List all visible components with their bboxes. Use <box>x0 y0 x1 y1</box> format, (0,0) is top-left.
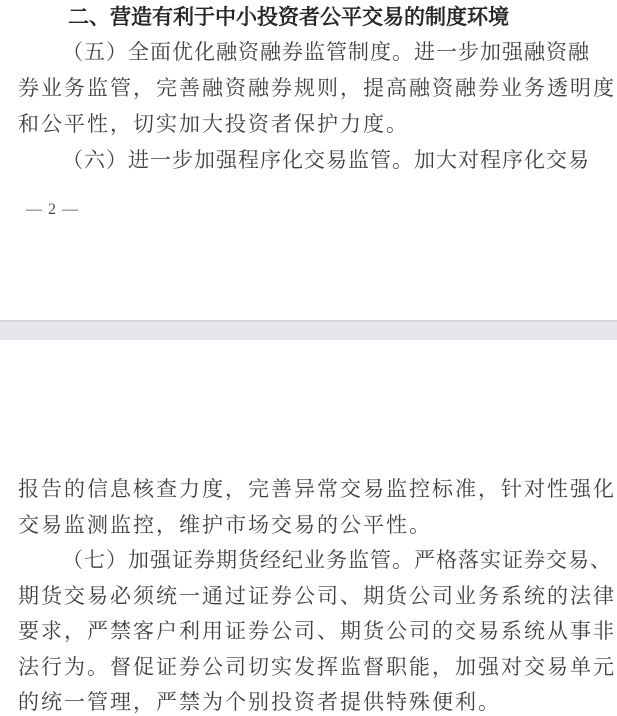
text-line: （六）进一步加强程序化交易监管。加大对程序化交易 <box>62 148 590 172</box>
text-line: 报告的信息核查力度，完善异常交易监控标准，针对性强化 <box>18 477 616 501</box>
page-separator <box>0 320 617 340</box>
text-line: （七）加强证券期货经纪业务监管。严格落实证券交易、 <box>62 548 612 572</box>
section-heading: 二、营造有利于中小投资者公平交易的制度环境 <box>68 6 509 29</box>
page-number: — 2 — <box>26 201 79 218</box>
text-line: 的统一管理，严禁为个别投资者提供特殊便利。 <box>18 690 501 714</box>
text-line: 券业务监管，完善融资融券规则，提高融资融券业务透明度 <box>18 76 616 100</box>
text-line: 要求，严禁客户利用证券公司、期货公司的交易系统从事非 <box>18 619 616 643</box>
text-line: （五）全面优化融资融券监管制度。进一步加强融资融 <box>62 40 590 64</box>
text-line: 法行为。督促证券公司切实发挥监督职能，加强对交易单元 <box>18 655 616 679</box>
text-line: 期货交易必须统一通过证券公司、期货公司业务系统的法律 <box>18 584 616 608</box>
text-line: 和公平性，切实加大投资者保护力度。 <box>18 112 409 136</box>
text-line: 交易监测监控，维护市场交易的公平性。 <box>18 513 432 537</box>
